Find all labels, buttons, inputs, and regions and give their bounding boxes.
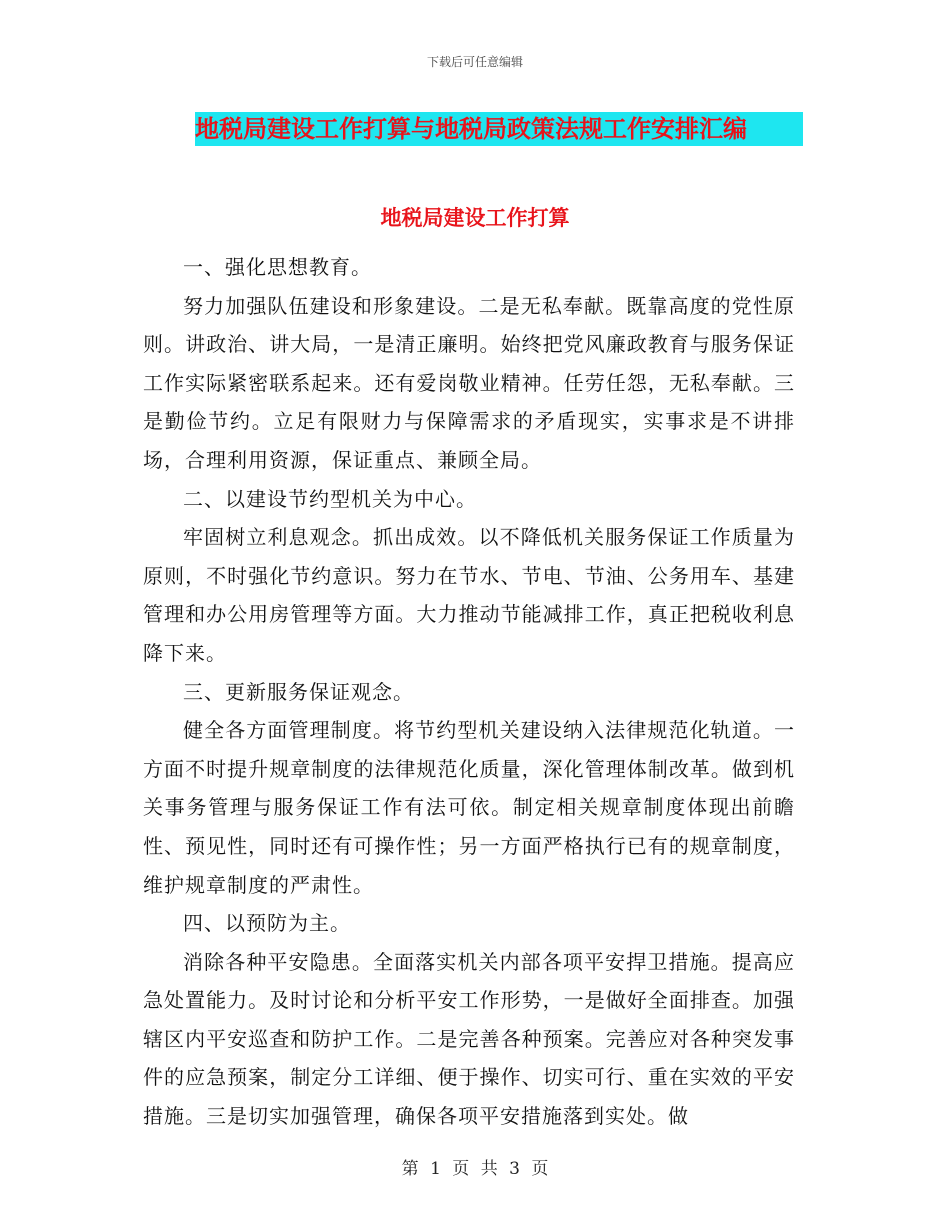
heading-4: 四、以预防为主。 bbox=[183, 911, 351, 936]
paragraph-3: 健全各方面管理制度。将节约型机关建设纳入法律规范化轨道。一方面不时提升规章制度的法律规范化质量，深化管理体制改革。做到机关事务管理与服务保证工作有法可依。制定相关规章制度体现出前瞻性、预见性，同时还有可操作性；另一方面严格执行已有的规章制度，维护规章制度的严肃性。 bbox=[143, 718, 795, 897]
section-title: 地税局建设工作打算 bbox=[380, 206, 570, 230]
paragraph-1: 努力加强队伍建设和形象建设。二是无私奉献。既靠高度的党性原则。讲政治、讲大局，一是清正廉明。始终把党风廉政教育与服务保证工作实际紧密联系起来。还有爱岗敬业精神。任劳任怨，无私奉献。三是勤俭节约。立足有限财力与保障需求的矛盾现实，实事求是不讲排场，合理利用资源，保证重点、兼顾全局。 bbox=[143, 293, 795, 472]
heading-2: 二、以建设节约型机关为中心。 bbox=[183, 486, 477, 511]
paragraph-4: 消除各种平安隐患。全面落实机关内部各项平安捍卫措施。提高应急处置能力。及时讨论和分析平安工作形势，一是做好全面排查。加强辖区内平安巡查和防护工作。二是完善各种预案。完善应对各种突发事件的应急预案，制定分工详细、便于操作、切实可行、重在实效的平安措施。三是切实加强管理，确保各项平安措施落到实处。做 bbox=[143, 949, 795, 1129]
document-main-title: 地税局建设工作打算与地税局政策法规工作安排汇编 bbox=[195, 112, 803, 146]
heading-1: 一、强化思想教育。 bbox=[183, 255, 372, 279]
page-indicator: 第 1 页 共 3 页 bbox=[401, 1159, 549, 1179]
heading-3: 三、更新服务保证观念。 bbox=[183, 679, 414, 704]
header-note: 下载后可任意编辑 bbox=[426, 55, 523, 69]
paragraph-2: 牢固树立利息观念。抓出成效。以不降低机关服务保证工作质量为原则，不时强化节约意识。努力在节水、节电、节油、公务用车、基建管理和办公用房管理等方面。大力推动节能减排工作，真正把税收利息降下来。 bbox=[143, 525, 795, 665]
document-body bbox=[143, 248, 795, 1136]
